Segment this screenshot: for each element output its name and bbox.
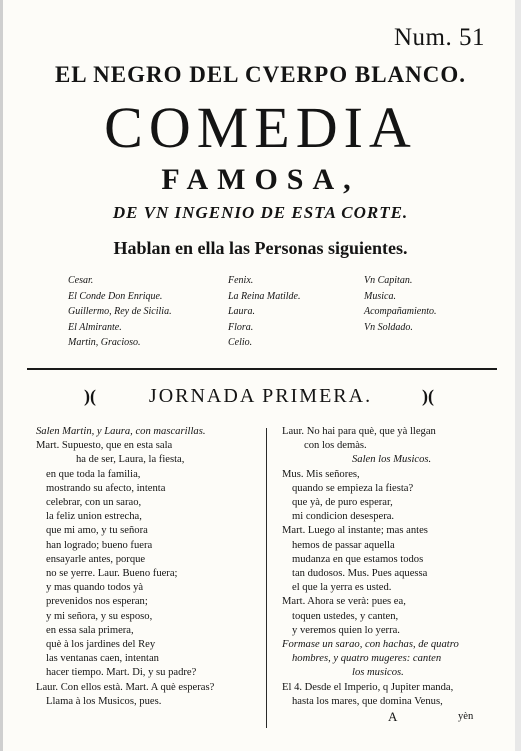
verse-line: Laur. No hai para què, que yà llegan — [282, 426, 436, 437]
author-line: DE VN INGENIO DE ESTA CORTE. — [112, 203, 409, 222]
verse-line: en que toda la familia, — [46, 468, 141, 480]
verse-line: Mus. Mis señores, — [282, 468, 360, 480]
verse-line: hasta los mares, que domina Venus, — [292, 695, 443, 707]
verse-line: mi condicion desespera. — [292, 511, 395, 523]
verse-line: con los demàs. — [304, 440, 367, 452]
cast-heading: Hablan en ella las Personas siguientes. — [113, 238, 408, 258]
verse-line: ensayarle antes, porque — [46, 553, 146, 565]
verse-line: y mi señora, y su esposo, — [46, 610, 153, 622]
verse-line: Laur. Con ellos està. Mart. A què esperas? — [36, 681, 215, 693]
cast-member: Fenix. — [228, 275, 254, 286]
verse-line: celebrar, con un sarao, — [46, 497, 142, 509]
verse-line: y veremos quien lo yerra. — [292, 624, 400, 636]
stage-direction: hombres, y quatro mugeres: canten — [292, 653, 442, 665]
verse-line: que mi amo, y tu señora — [46, 525, 148, 537]
cast-column-2 — [228, 273, 301, 351]
verse-line: mudanza en que estamos todos — [292, 553, 424, 565]
stage-direction: Salen Martin, y Laura, con mascarillas. — [36, 426, 206, 437]
verse-line: Mart. Supuesto, que en esta sala — [36, 440, 173, 452]
cast-member: Acompañamiento. — [364, 306, 437, 317]
text-column-right — [282, 425, 459, 709]
verse-line: la feliz union estrecha, — [46, 511, 142, 523]
cast-member: El Almirante. — [68, 321, 122, 333]
cast-member: Celio. — [228, 337, 253, 348]
cast-member: Musica. — [364, 290, 396, 302]
stage-direction: Salen los Musicos. — [352, 454, 432, 466]
verse-line: tan dudosos. Mus. Pues aquessa — [292, 568, 428, 580]
subtitle: FAMOSA, — [161, 163, 360, 196]
play-title: EL NEGRO DEL CVERPO BLANCO. — [54, 62, 467, 87]
verse-line: quando se empieza la fiesta? — [292, 482, 414, 494]
act-title: JORNADA PRIMERA. — [148, 385, 373, 407]
cast-column-3 — [364, 273, 437, 335]
verse-line: las ventanas caen, intentan — [46, 653, 159, 665]
verse-line: què à los jardines del Rey — [46, 639, 156, 651]
ornament-left: )( — [84, 386, 96, 406]
cast-member: El Conde Don Enrique. — [68, 290, 163, 302]
verse-line: Llama à los Musicos, pues. — [46, 695, 162, 707]
verse-line: hemos de passar aquella — [292, 539, 395, 551]
cast-member: Cesar. — [68, 275, 94, 286]
verse-line: y mas quando todos yà — [46, 582, 144, 594]
verse-line: en essa sala primera, — [46, 624, 134, 636]
verse-line: El 4. Desde el Imperio, q Jupiter manda, — [282, 681, 454, 693]
cast-member: La Reina Matilde. — [228, 290, 301, 302]
verse-line: mostrando su afecto, intenta — [46, 482, 166, 494]
verse-line: hacer tiempo. Mart. Di, y su padre? — [46, 667, 197, 679]
text-column-left — [36, 425, 214, 709]
verse-line: ha de ser, Laura, la fiesta, — [76, 454, 185, 466]
cast-member: Martin, Gracioso. — [68, 337, 141, 348]
verse-line: Mart. Ahora se verà: pues ea, — [282, 596, 406, 608]
verse-line: no se yerre. Laur. Bueno fuera; — [46, 568, 178, 580]
cast-column-1 — [68, 273, 172, 351]
genre-title: COMEDIA — [104, 95, 417, 160]
cast-member: Flora. — [228, 321, 254, 333]
horizontal-rule — [27, 368, 497, 370]
cast-member: Laura. — [228, 306, 255, 317]
catchword: yèn — [458, 711, 474, 722]
verse-line: prevenidos nos esperan; — [46, 596, 148, 608]
stage-direction: Formase un sarao, con hachas, de quatro — [282, 639, 459, 651]
signature-mark: A — [388, 709, 398, 724]
stage-direction: los musicos. — [352, 667, 404, 679]
verse-line: han logrado; bueno fuera — [46, 539, 153, 551]
column-divider — [266, 428, 267, 728]
cast-member: Vn Soldado. — [364, 321, 413, 333]
verse-line: Mart. Luego al instante; mas antes — [282, 525, 428, 537]
cast-member: Guillermo, Rey de Sicilia. — [68, 306, 172, 317]
verse-line: toquen ustedes, y canten, — [292, 610, 399, 622]
page-number: Num. 51 — [394, 24, 485, 51]
verse-line: el que la yerra es usted. — [292, 582, 392, 594]
ornament-right: )( — [422, 386, 434, 406]
cast-member: Vn Capitan. — [364, 275, 413, 286]
verse-line: que yà, de puro esperar, — [292, 497, 393, 509]
